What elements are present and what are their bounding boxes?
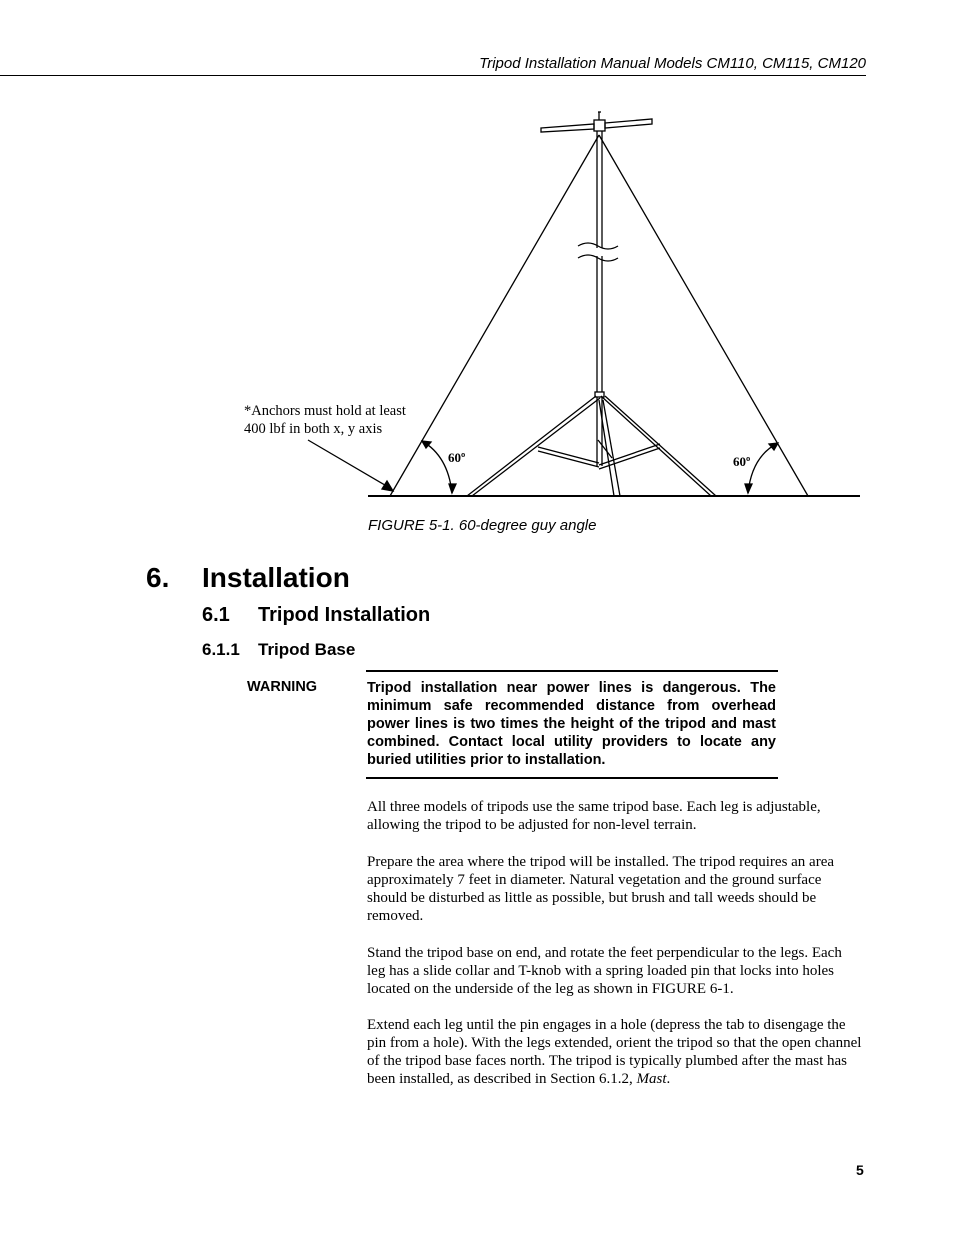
angle-label-left: 60º [448, 450, 466, 465]
angle-arc-left [422, 441, 452, 493]
subsubsection-number: 6.1.1 [202, 640, 240, 659]
section-reference-mast: Mast [636, 1071, 667, 1087]
anchor-note-line1: *Anchors must hold at least [244, 403, 406, 419]
subsection-title: Tripod Installation [258, 604, 431, 626]
warning-rule-bottom [366, 777, 778, 779]
warning-label: WARNING [247, 679, 318, 695]
warning-rule-top [366, 670, 778, 672]
mast [578, 131, 618, 466]
crossarm [541, 112, 652, 132]
page-number: 5 [856, 1162, 864, 1178]
guy-wire-left [390, 135, 599, 496]
running-header: Tripod Installation Manual Models CM110, CM115, CM120 [479, 55, 866, 72]
subsubsection-title: Tripod Base [258, 640, 356, 659]
warning-text: Tripod installation near power lines is dangerous. The minimum safe recommended distance from overhead power lines is two times the height of the tripod and mast combined. Contact local utility providers to locate any buried utilities prior to installation. [367, 680, 776, 768]
section-number: 6. [146, 562, 170, 593]
guy-wire-right [599, 135, 808, 496]
subsection-number: 6.1 [202, 604, 230, 626]
section-title: Installation [202, 562, 350, 593]
angle-arc-right [748, 443, 778, 493]
anchor-note-line2: 400 lbf in both x, y axis [244, 421, 383, 437]
paragraph-4-text: Extend each leg until the pin engages in a hole (depress the tab to disengage the pin from a hole). With the legs extended, orient the tripod so that the open channel of the tripod base faces north. The tripod is typically plumbed after the mast has been installed, as described in Section 6.1.2, [367, 1017, 862, 1087]
guy-angle-figure [0, 0, 954, 540]
tripod-base [467, 396, 716, 496]
subsubsection-heading [202, 640, 355, 660]
note-arrow [308, 440, 390, 488]
section-heading [146, 562, 350, 594]
paragraph-3: Stand the tripod base on end, and rotate the feet perpendicular to the legs. Each leg has a slide collar and T-knob with a spring loaded pin that locks into holes located on the underside of the leg as shown in FIGURE 6-1. [367, 945, 842, 997]
paragraph-2: Prepare the area where the tripod will be installed. The tripod requires an area approximately 7 feet in diameter. Natural vegetation and the ground surface should be disturbed as little as possible, but brush and tall weeds should be removed. [367, 854, 835, 924]
paragraph-4 [367, 1016, 862, 1088]
subsection-heading [202, 604, 430, 627]
paragraph-4-end: . [666, 1071, 671, 1087]
anchor-note [244, 402, 434, 438]
angle-label-right: 60º [733, 454, 751, 469]
figure-caption: FIGURE 5-1. 60-degree guy angle [368, 517, 597, 534]
paragraph-1: All three models of tripods use the same tripod base. Each leg is adjustable, allowing the tripod to be adjusted for non-level terrain. [367, 799, 821, 833]
